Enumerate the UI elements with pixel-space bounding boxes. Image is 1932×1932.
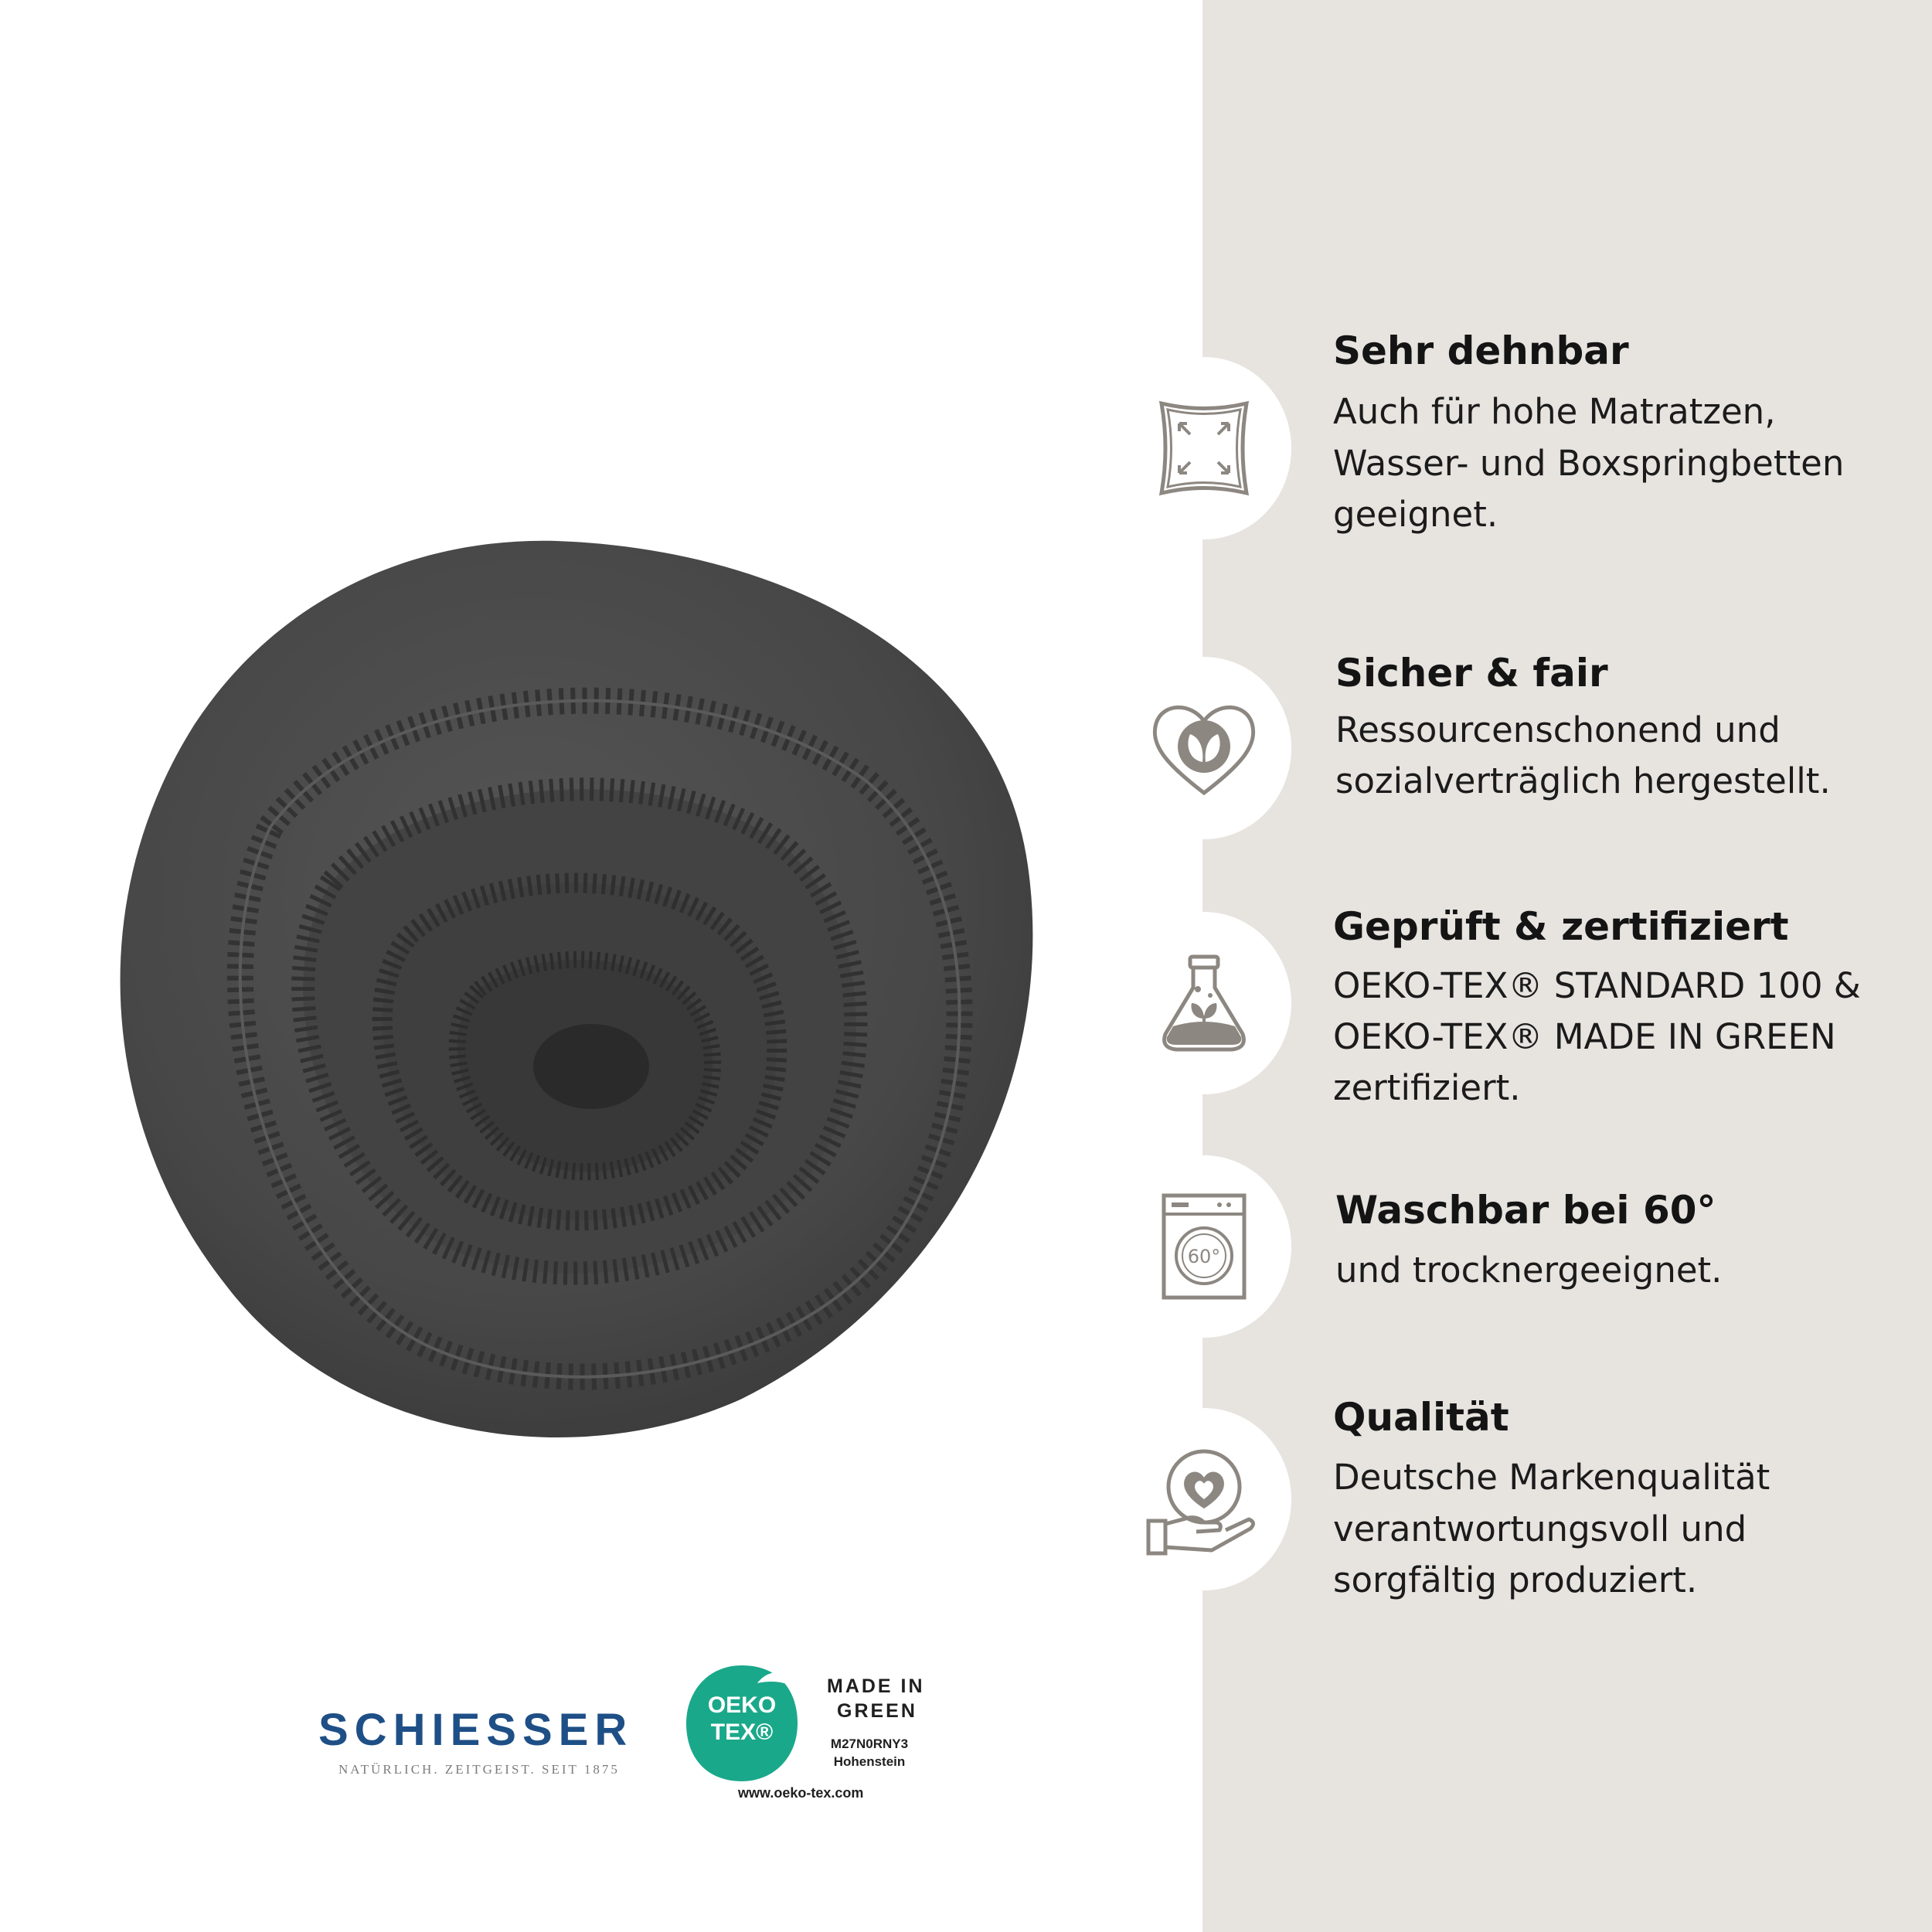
feature-title: Waschbar bei 60° — [1335, 1188, 1716, 1233]
oeko-tex-logo-line1: OEKO — [707, 1692, 777, 1718]
feature-description-line: zertifiziert. — [1333, 1067, 1521, 1108]
feature-title: Geprüft & zertifiziert — [1333, 904, 1789, 949]
made-in-green-label: GREEN — [837, 1700, 917, 1722]
schiesser-tagline: NATÜRLICH. ZEITGEIST. SEIT 1875 — [338, 1762, 620, 1777]
oeko-tex-url: www.oeko-tex.com — [738, 1785, 864, 1801]
feature-washable — [1117, 1155, 1932, 1356]
oeko-tex-label-code: M27N0RNY3 — [830, 1736, 909, 1751]
feature-description-line: geeignet. — [1333, 494, 1498, 535]
feature-description-line: OEKO-TEX® MADE IN GREEN — [1333, 1016, 1836, 1057]
feature-stretchy — [1117, 325, 1932, 572]
feature-description-line: Deutsche Markenqualität — [1333, 1457, 1770, 1498]
feature-badge — [1117, 657, 1291, 839]
feature-title: Qualität — [1333, 1395, 1509, 1440]
feature-title: Sehr dehnbar — [1333, 328, 1629, 373]
wash-temperature-label: 60° — [1187, 1246, 1221, 1267]
made-in-green-label: MADE IN — [827, 1675, 925, 1697]
feature-safe-fair — [1117, 651, 1932, 858]
washing-machine-icon — [1142, 1185, 1266, 1308]
feature-description-line: OEKO-TEX® STANDARD 100 & — [1333, 965, 1861, 1006]
oeko-tex-institute: Hohenstein — [833, 1754, 906, 1769]
feature-badge — [1117, 1155, 1291, 1338]
feature-quality — [1117, 1391, 1932, 1631]
feature-description-line: und trocknergeeignet. — [1335, 1250, 1723, 1291]
stretch-sheet-icon — [1142, 386, 1266, 510]
flask-plant-icon — [1142, 941, 1266, 1065]
brand-logos — [309, 1662, 989, 1816]
feature-description-line: sorgfältig produziert. — [1333, 1560, 1698, 1600]
feature-description-line: Auch für hohe Matratzen, — [1333, 391, 1776, 432]
oeko-tex-logo-line2: TEX® — [710, 1719, 774, 1745]
feature-title: Sicher & fair — [1335, 651, 1608, 696]
schiesser-logo: SCHIESSER — [318, 1705, 634, 1755]
feature-badge — [1117, 357, 1291, 539]
heart-leaves-icon — [1142, 686, 1266, 810]
product-image-fitted-sheet — [77, 526, 1105, 1445]
feature-description-line: sozialverträglich hergestellt. — [1335, 760, 1831, 801]
feature-description-line: Wasser- und Boxspringbetten — [1333, 443, 1845, 484]
feature-description-line: Ressourcenschonend und — [1335, 709, 1781, 750]
feature-certified — [1117, 904, 1932, 1128]
hand-globe-heart-icon — [1142, 1437, 1266, 1561]
feature-description-line: verantwortungsvoll und — [1333, 1509, 1747, 1549]
feature-badge — [1117, 1408, 1291, 1590]
feature-badge — [1117, 912, 1291, 1094]
